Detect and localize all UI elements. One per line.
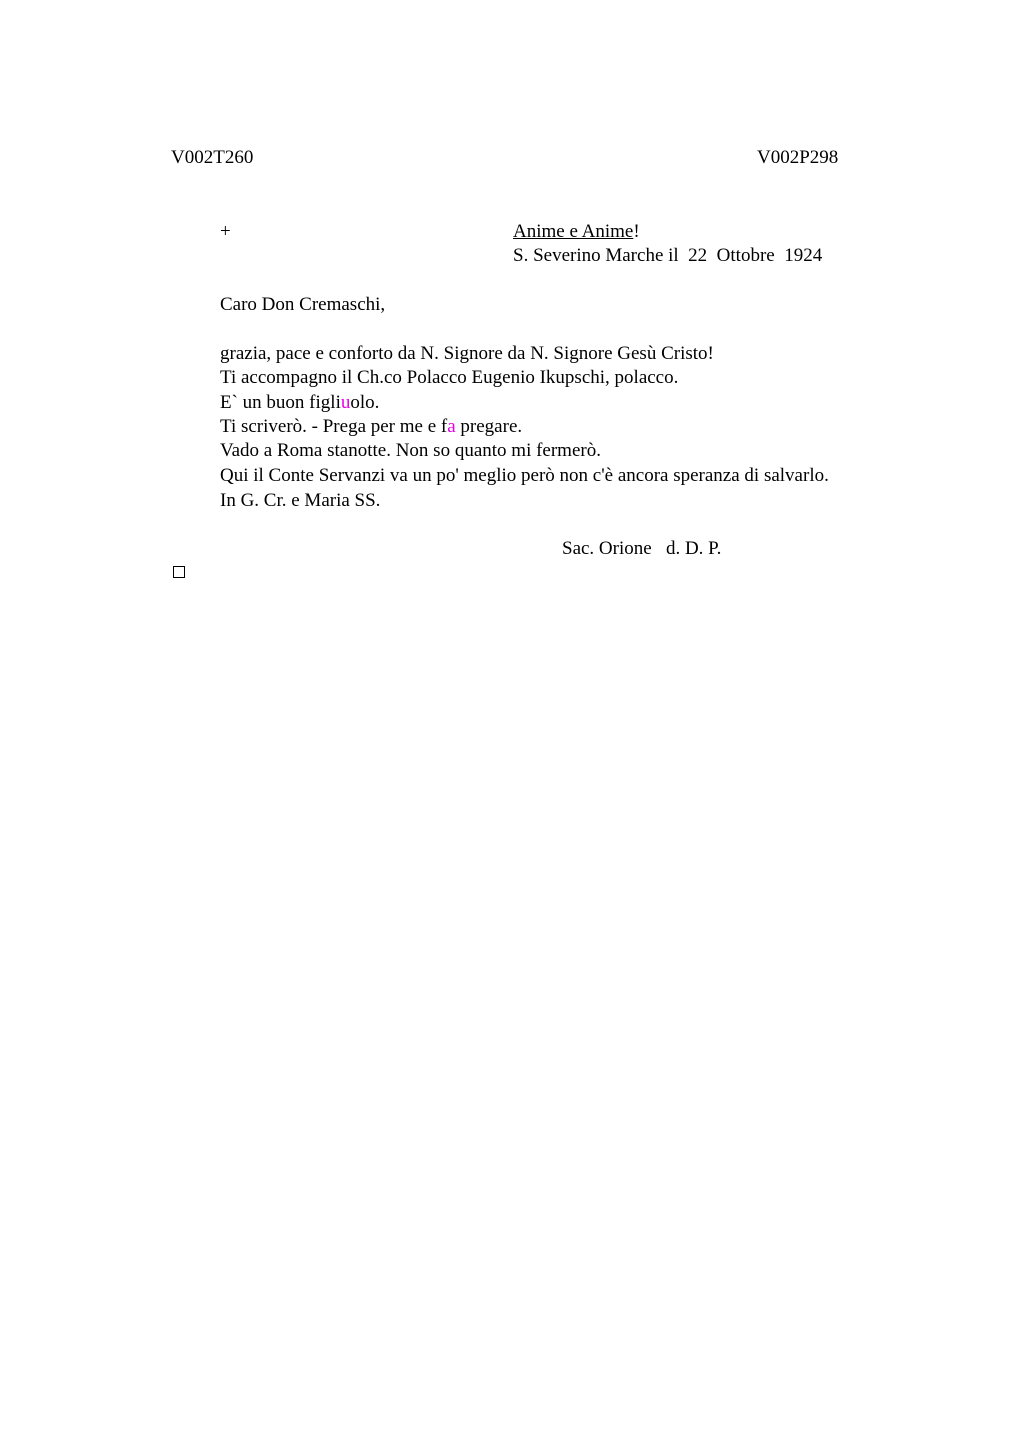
signature: Sac. Orione d. D. P. <box>562 538 722 559</box>
header-right-code: V002P298 <box>757 147 839 168</box>
line-4-highlight: a <box>447 416 456 437</box>
line-3-highlight: u <box>340 392 351 413</box>
salutation: Caro Don Cremaschi, <box>220 294 386 315</box>
body-line-3 <box>220 392 379 414</box>
body-line-5: Vado a Roma stanotte. Non so quanto mi fermerò. <box>220 440 601 461</box>
empty-square-icon <box>173 566 185 578</box>
body-line-6: Qui il Conte Servanzi va un po' meglio però non c'è ancora speranza di salvarlo. <box>220 465 829 486</box>
heading-suffix: ! <box>633 221 640 242</box>
line-3-before: E` un buon figli <box>220 392 341 413</box>
place-date: S. Severino Marche il 22 Ottobre 1924 <box>513 245 823 266</box>
body-line-4 <box>220 416 522 438</box>
header-left-code: V002T260 <box>171 147 254 168</box>
line-3-after: olo. <box>350 392 380 413</box>
body-line-7: In G. Cr. e Maria SS. <box>220 490 381 511</box>
line-4-after: pregare. <box>455 416 523 437</box>
body-line-1: grazia, pace e conforto da N. Signore da N. Signore Gesù Cristo! <box>220 343 714 364</box>
letter-heading <box>513 221 640 243</box>
line-4-before: Ti scriverò. - Prega per me e f <box>220 416 448 437</box>
cross-symbol: + <box>220 221 231 242</box>
heading-underlined: Anime e Anime <box>513 221 634 242</box>
body-line-2: Ti accompagno il Ch.co Polacco Eugenio Ikupschi, polacco. <box>220 367 679 388</box>
